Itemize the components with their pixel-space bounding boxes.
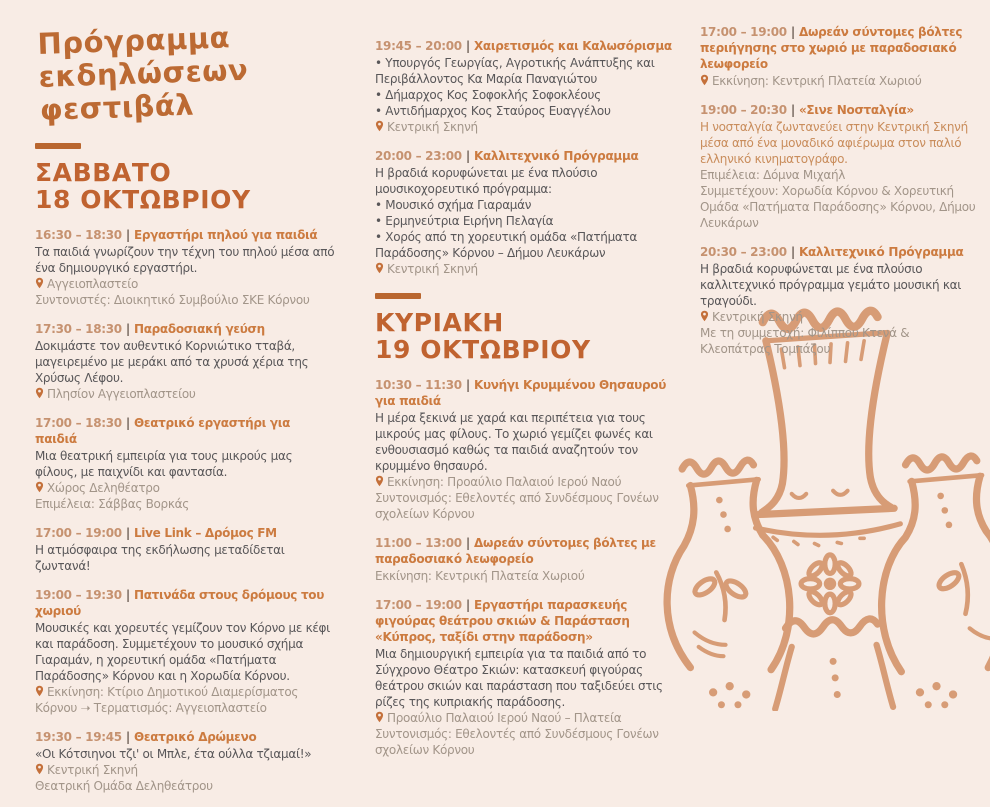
day-heading [35,159,335,213]
event-row-text: • Υπουργός Γεωργίας, Αγροτικής Ανάπτυξης και Περιβάλλοντος Κα Μαρία Παναγιώτου [375,56,655,86]
program-title-line: Πρόγραμμα [36,20,231,61]
event-time: 17:00 – 19:00 [35,526,122,541]
event [375,535,675,584]
location-pin-icon [35,763,44,775]
location-pin-icon [35,277,44,289]
event-title: Εργαστήρι παρασκευής φιγούρας θεάτρου σκιών & Παράσταση «Κύπρος, ταξίδι στην παράδοση» [375,598,630,644]
event-row-text: • Ερμηνεύτρια Ειρήνη Πελαγία [375,214,554,228]
event-header [375,148,675,164]
event [35,729,335,794]
event-row-text: Τα παιδιά γνωρίζουν την τέχνη του πηλού μέσα από ένα δημιουργικό εργαστήρι. [35,245,335,276]
event-header [35,415,335,447]
pipe-separator: | [465,598,470,612]
event [700,244,976,357]
event-time: 11:00 – 13:00 [375,536,462,550]
location-pin-icon [700,74,709,86]
column-left [35,0,335,807]
event-header [375,535,675,567]
event-location [700,73,976,89]
event-location [35,386,335,402]
event-title: Κυνήγι Κρυμμένου Θησαυρού για παιδιά [375,378,667,408]
event-row-text: • Δήμαρχος Κος Σοφοκλής Σοφοκλέους [375,88,601,102]
event-description [35,746,335,762]
event-row-text: Εκκίνηση: Κεντρική Πλατεία Χωριού [712,74,922,88]
pipe-separator: | [465,149,470,163]
location-pin-icon [375,120,384,132]
column-right [700,0,976,370]
event-time: 17:00 – 19:00 [700,25,787,39]
event-description [35,620,335,684]
pipe-separator: | [125,416,130,431]
event [35,321,335,402]
event-title: Καλλιτεχνικό Πρόγραμμα [798,245,964,259]
event-location [700,309,976,325]
event-time: 16:30 – 18:30 [35,228,122,243]
event-row-text: Με τη συμμετοχή: Φιλίππου Κτενά & Κλεοπάτρας Τομπάζου [700,326,910,356]
event-header [700,102,976,118]
event-header [35,321,335,337]
event-row-text: Πλησίον Αγγειοπλαστείου [47,387,196,402]
event-title: Παραδοσιακή γεύση [133,322,265,337]
event-row-text: Η βραδιά κορυφώνεται με ένα πλούσιο καλλιτεχνικό πρόγραμμα γεμάτο μουσική και τραγούδι. [700,262,962,308]
location-pin-icon [700,310,709,322]
event-header [700,244,976,260]
event-description [700,261,976,309]
day-heading [375,309,675,363]
event-time: 17:00 – 19:00 [375,598,462,612]
event-row-text: Συντονισμός: Εθελοντές από Συνδέσμους Γονέων σχολείων Κόρνου [375,491,659,521]
event-time: 20:00 – 23:00 [375,149,462,163]
event-description [35,244,335,276]
day-heading-line: ΚΥΡΙΑΚΗ [375,308,504,337]
event-row-text: Συντονιστές: Διοικητικό Συμβούλιο ΣΚΕ Κόρνου [35,293,310,308]
event-title: Δωρεάν σύντομες βόλτες με παραδοσιακό λεωφορείο [375,536,656,566]
event-note [700,325,976,357]
event-note [700,183,976,231]
event-header [35,587,335,619]
event-row-text: Μια θεατρική εμπειρία για τους μικρούς μας φίλους, με παιχνίδι και φαντασία. [35,449,293,480]
event-row-text: Κεντρική Σκηνή [387,120,478,134]
event-row-text: «Οι Κότσιηνοι τζι' οι Μπλε, έτα ούλλα τζιαμαί!» [35,747,312,762]
event-description [375,103,675,119]
event [700,102,976,231]
pipe-separator: | [125,322,130,337]
event-row-text: Η βραδιά κορυφώνεται με ένα πλούσιο μουσικοχορευτικό πρόγραμμα: [375,166,598,196]
column-middle [375,0,675,771]
location-pin-icon [35,481,44,493]
event-note [375,490,675,522]
event-header [375,38,675,54]
day-heading-line: 19 ΟΚΤΩΒΡΙΟΥ [375,335,591,364]
event-note [375,726,675,758]
event-description [35,338,335,386]
event-row-text: Χώρος Δεληθέατρο [47,481,160,496]
event-title: Καλλιτεχνικό Πρόγραμμα [473,149,639,163]
event-location [375,119,675,135]
pipe-separator: | [790,25,795,39]
event-row-text: Δοκιμάστε τον αυθεντικό Κορνιώτικο τταβά, μαγειρεμένο με μεράκι από τα χρυσά χέρια της Χρύσως Λέφου. [35,339,309,386]
pipe-separator: | [125,730,130,745]
event-description-accent [700,119,976,167]
event-row-text: • Μουσικό σχήμα Γιαραμάν [375,198,532,212]
location-pin-icon [35,685,44,697]
event-description [35,542,335,574]
event-description [375,646,675,710]
event-row-text: Μουσικές και χορευτές γεμίζουν τον Κόρνο με κέφι και παράδοση. Συμμετέχουν το μουσικό σχήμα Γιαραμάν, η χορευτική ομάδα «Πατήματα Παράδοσης» Κόρνου και η Χορωδία Κόρνου. [35,621,330,684]
event-description [375,165,675,197]
event [35,587,335,716]
day-heading-line: 18 ΟΚΤΩΒΡΙΟΥ [35,185,251,215]
event-note [375,568,675,584]
event-row-text: Κεντρική Σκηνή [712,310,803,324]
event-row-text: Μια δημιουργική εμπειρία για τα παιδιά από το Σύγχρονο Θέατρο Σκιών: κατασκευή φιγούρας θεάτρου σκιών και παράσταση που ταξιδεύει στις ρίζες της κυπριακής παράδοσης. [375,647,663,709]
event-header [35,729,335,745]
event [375,148,675,277]
event-header [375,377,675,409]
program-title-line: φεστιβάλ [39,87,195,128]
event-description [35,448,335,480]
event [375,38,675,135]
day-divider [375,293,421,299]
event-header [375,597,675,645]
event-title: Πατινάδα στους δρόμους του χωριού [35,588,325,619]
event-row-text: Αγγειοπλαστείο [47,277,139,292]
event-location [35,276,335,292]
event-time: 10:30 – 11:30 [375,378,462,392]
event-time: 19:30 – 19:45 [35,730,122,745]
location-pin-icon [375,711,384,723]
event-note [700,167,976,183]
event-title: Δωρεάν σύντομες βόλτες περιήγησης στο χωριό με παραδοσιακό λεωφορείο [700,25,963,71]
pipe-separator: | [465,378,470,392]
event-location [35,480,335,496]
event-row-text: • Χορός από τη χορευτική ομάδα «Πατήματα Παράδοσης» Κόρνου – Δήμου Λευκάρων [375,230,638,260]
event-title: Live Link – Δρόμος FM [133,526,277,541]
event-description [375,213,675,229]
event-location [375,474,675,490]
event-row-text: Εκκίνηση: Κτίριο Δημοτικού Διαμερίσματος Κόρνου ➝ Τερματισμός: Αγγειοπλαστείο [35,685,299,716]
event-row-text: Εκκίνηση: Προαύλιο Παλαιού Ιερού Ναού [387,475,622,489]
event-description [375,55,675,87]
pipe-separator: | [790,245,795,259]
event-note [35,778,335,794]
event-row-text: Θεατρική Ομάδα Δεληθεάτρου [35,779,213,794]
event-row-text: Η μέρα ξεκινά με χαρά και περιπέτεια για τους μικρούς μας φίλους. Το χωριό γεμίζει φωνές και ενθουσιασμό καθώς τα παιδιά αναζητούν τον κρυμμένο θησαυρό. [375,411,653,473]
pipe-separator: | [790,103,795,117]
event-time: 19:00 – 19:30 [35,588,122,603]
event-title: Χαιρετισμός και Καλωσόρισμα [473,39,672,53]
event-time: 19:45 – 20:00 [375,39,462,53]
event-title: «Σινε Νοσταλγία» [798,103,914,117]
program-title-line: εκδηλώσεων [38,52,249,95]
event-header [700,24,976,72]
pipe-separator: | [125,588,130,603]
event-location [35,684,335,716]
pipe-separator: | [125,228,130,243]
event-row-text: Κεντρική Σκηνή [387,262,478,276]
event [35,227,335,308]
pipe-separator: | [125,526,130,541]
event-row-text: Η ατμόσφαιρα της εκδήλωσης μεταδίδεται ζωντανά! [35,543,285,574]
pipe-separator: | [465,536,470,550]
day-divider [35,143,81,149]
event-description [375,87,675,103]
event-location [35,762,335,778]
location-pin-icon [375,475,384,487]
location-pin-icon [375,262,384,274]
event-header [35,525,335,541]
event-location [375,261,675,277]
event [700,24,976,89]
event-time: 17:00 – 18:30 [35,416,122,431]
day-heading-line: ΣΑΒΒΑΤΟ [35,158,172,188]
event [35,415,335,512]
event-header [35,227,335,243]
event-title: Εργαστήρι πηλού για παιδιά [133,228,318,243]
event-time: 20:30 – 23:00 [700,245,787,259]
event [375,377,675,522]
program-title [37,18,338,127]
event-description [375,197,675,213]
event-row-text: Κεντρική Σκηνή [47,763,138,778]
event [35,525,335,574]
pipe-separator: | [465,39,470,53]
event-time: 17:30 – 18:30 [35,322,122,337]
event-row-text: • Αντιδήμαρχος Κος Σταύρος Ευαγγέλου [375,104,611,118]
event-note [35,496,335,512]
event-row-text: Επιμέλεια: Δόμνα Μιχαήλ [700,168,846,182]
event-row-text: Συμμετέχουν: Χορωδία Κόρνου & Χορευτική Ομάδα «Πατήματα Παράδοσης» Κόρνου, Δήμου Λευκάρων [700,184,976,230]
event-row-text: Η νοσταλγία ζωντανεύει στην Κεντρική Σκηνή μέσα από ένα μοναδικό αφιέρωμα στον παλιό ελληνικό κινηματογράφο. [700,120,968,166]
event-location [375,710,675,726]
event-description [375,410,675,474]
event-row-text: Συντονισμός: Εθελοντές από Συνδέσμους Γονέων σχολείων Κόρνου [375,727,659,757]
event-note [35,292,335,308]
event-row-text: Προαύλιο Παλαιού Ιερού Ναού – Πλατεία [387,711,622,725]
event-description [375,229,675,261]
location-pin-icon [35,387,44,399]
event [375,597,675,758]
event-row-text: Εκκίνηση: Κεντρική Πλατεία Χωριού [375,569,585,583]
event-title: Θεατρικό Δρώμενο [133,730,257,745]
event-title: Θεατρικό εργαστήρι για παιδιά [35,416,291,447]
event-time: 19:00 – 20:30 [700,103,787,117]
event-row-text: Επιμέλεια: Σάββας Βορκάς [35,497,189,512]
